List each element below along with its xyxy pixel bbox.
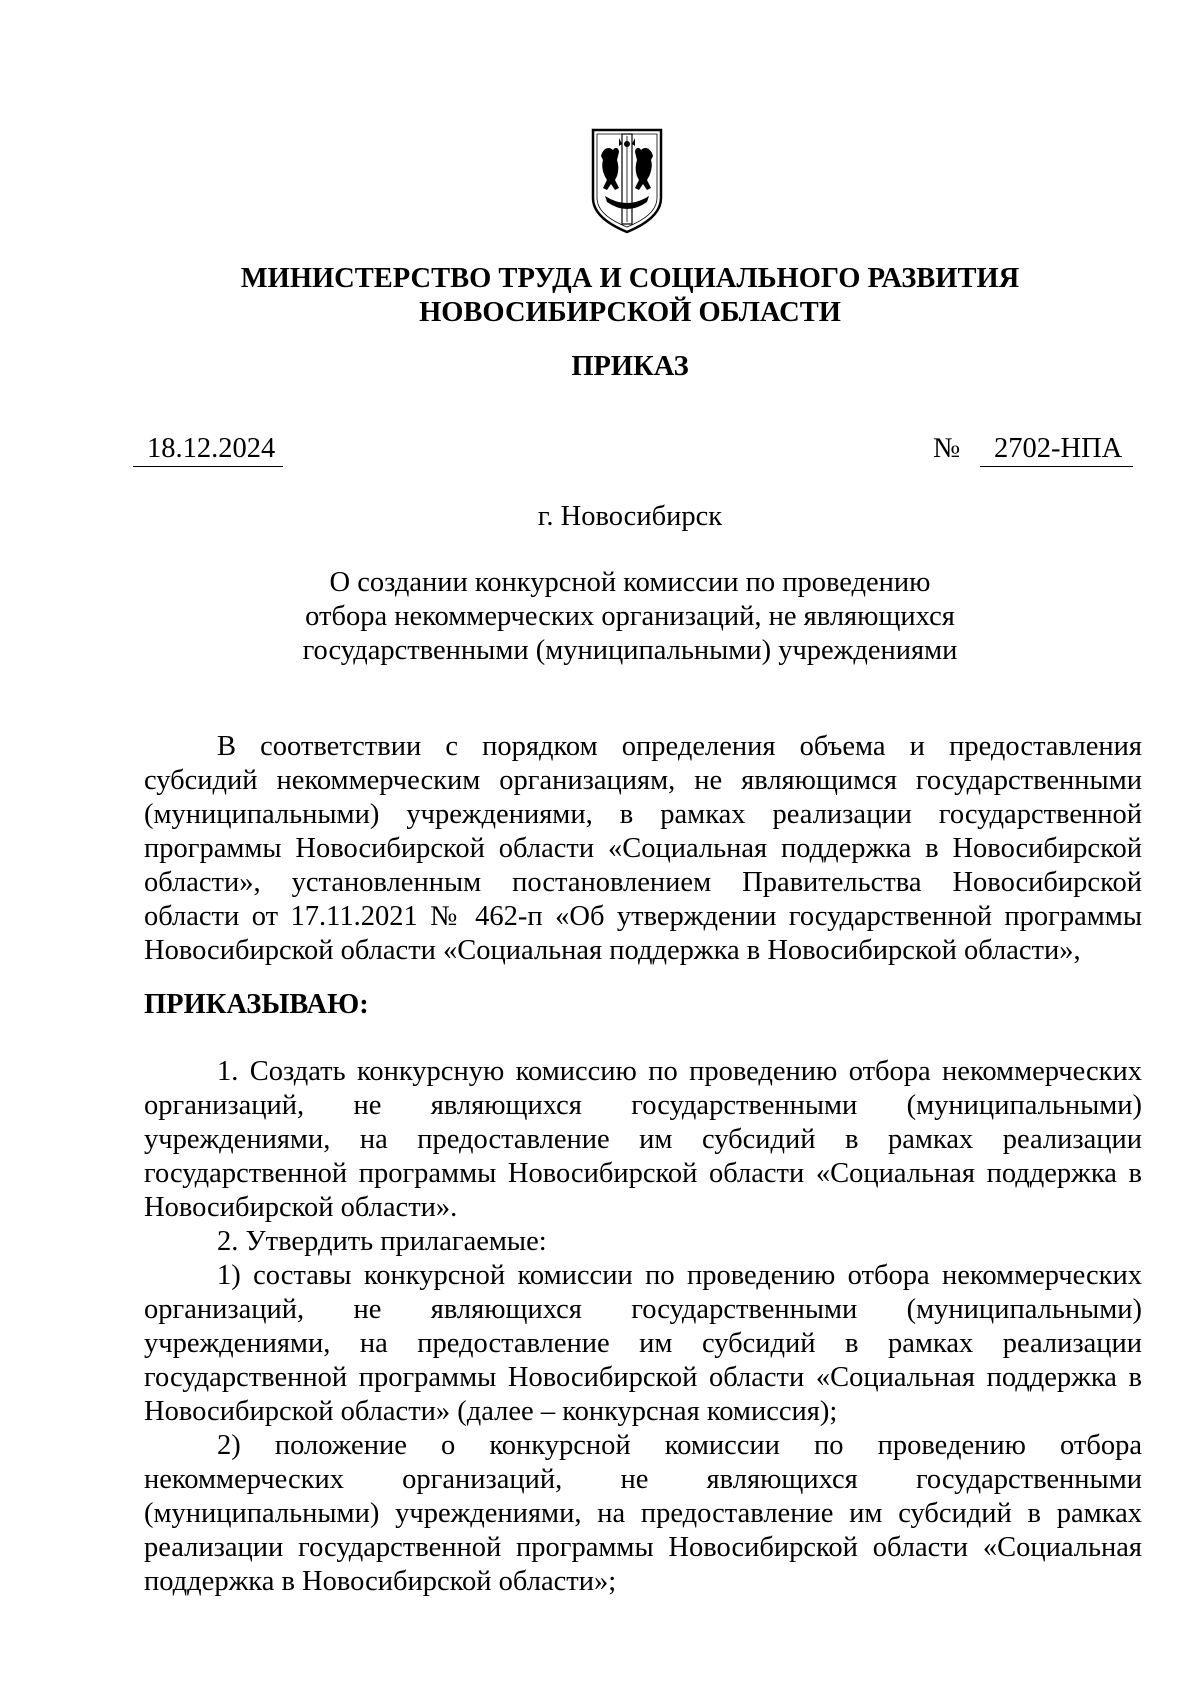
subject-line-3: государственными (муниципальными) учреждениями	[302, 635, 958, 666]
document-subject	[0, 566, 1200, 668]
ministry-name	[0, 262, 1200, 330]
coat-of-arms-icon	[589, 126, 665, 236]
document-type: ПРИКАЗ	[571, 351, 689, 382]
number-sign: №	[933, 433, 961, 464]
document-date: 18.12.2024	[133, 432, 283, 467]
city: г. Новосибирск	[537, 501, 723, 532]
ministry-name-line-1: МИНИСТЕРСТВО ТРУДА И СОЦИАЛЬНОГО РАЗВИТИЯ	[240, 263, 1020, 294]
order-item-2-2: 2) положение о конкурсной комиссии по проведению отбора некоммерческих организаций, не являющихся государственными (муниципальными) учреждениями, на предоставление им субсидий в рамках реализации государственной программы Новосибирской области «Социальная поддержка в Новосибирской области»;	[144, 1430, 1142, 1597]
preamble	[144, 730, 1142, 968]
order-word: ПРИКАЗЫВАЮ:	[144, 989, 369, 1020]
order-item-2: 2. Утвердить прилагаемые:	[217, 1226, 547, 1257]
order-item-2-1: 1) составы конкурсной комиссии по проведению отбора некоммерческих организаций, не являющихся государственными (муниципальными) учреждениями, на предоставление им субсидий в рамках реализации государственной программы Новосибирской области «Социальная поддержка в Новосибирской области» (далее – конкурсная комиссия);	[144, 1260, 1142, 1427]
document-number: 2702-НПА	[980, 432, 1133, 467]
subject-line-2: отбора некоммерческих организаций, не являющихся	[305, 601, 955, 632]
preamble-paragraph: В соответствии с порядком определения объема и предоставления субсидий некоммерческим организациям, не являющимся государственными (муниципальными) учреждениями, в рамках реализации государственной программы Новосибирской области «Социальная поддержка в Новосибирской области», установленным постановлением Правительства Новосибирской области от 17.11.2021 № 462-п «Об утверждении государственной программы Новосибирской области «Социальная поддержка в Новосибирской области»,	[144, 731, 1142, 966]
order-items	[144, 1055, 1142, 1599]
order-item-1: 1. Создать конкурсную комиссию по проведению отбора некоммерческих организаций, не являющихся государственными (муниципальными) учреждениями, на предоставление им субсидий в рамках реализации государственной программы Новосибирской области «Социальная поддержка в Новосибирской области».	[144, 1056, 1142, 1223]
ministry-name-line-2: НОВОСИБИРСКОЙ ОБЛАСТИ	[419, 297, 841, 328]
subject-line-1: О создании конкурсной комиссии по проведению	[329, 567, 931, 598]
